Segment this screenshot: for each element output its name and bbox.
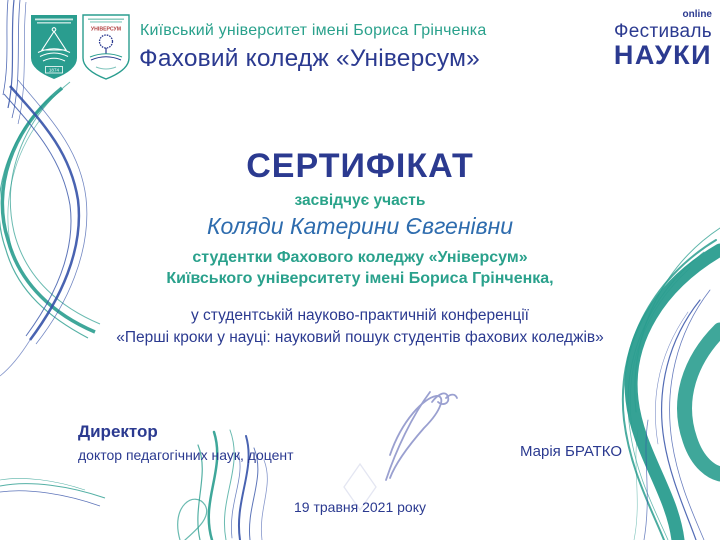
festival-word-2: НАУКИ [613, 40, 712, 70]
college-name: Фаховий коледж «Універсум» [139, 45, 480, 72]
university-name: Київський університет імені Бориса Грінченка [140, 22, 487, 39]
certificate-date: 19 травня 2021 року [294, 499, 426, 515]
certificate-title: СЕРТИФІКАТ [246, 147, 474, 185]
event-description-line2: «Перші кроки у науці: науковий пошук студентів фахових коледжів» [116, 329, 604, 346]
signer-position: Директор [78, 422, 158, 441]
event-description-line1: у студентській науково-практичній конференції [191, 307, 529, 324]
certificate-subtitle: засвідчує участь [294, 192, 426, 209]
signature-script [386, 392, 457, 480]
college-logo [82, 14, 130, 80]
college-logo-label: УНІВЕРСУМ [90, 26, 122, 33]
signer-degree: доктор педагогічних наук, доцент [78, 447, 294, 463]
festival-online-label: online [682, 9, 712, 20]
recipient-name: Коляди Катерини Євгенівни [206, 213, 514, 239]
recipient-description-line2: Київського університету імені Бориса Грінченка, [166, 270, 554, 287]
festival-word-1: Фестиваль [614, 21, 712, 42]
recipient-description-line1: студентки Фахового коледжу «Універсум» [192, 249, 528, 266]
science-festival-logo [614, 10, 712, 69]
signer-name: Марія БРАТКО [520, 443, 623, 460]
university-logo [30, 14, 78, 80]
university-founding-year: 1874 [48, 67, 60, 73]
